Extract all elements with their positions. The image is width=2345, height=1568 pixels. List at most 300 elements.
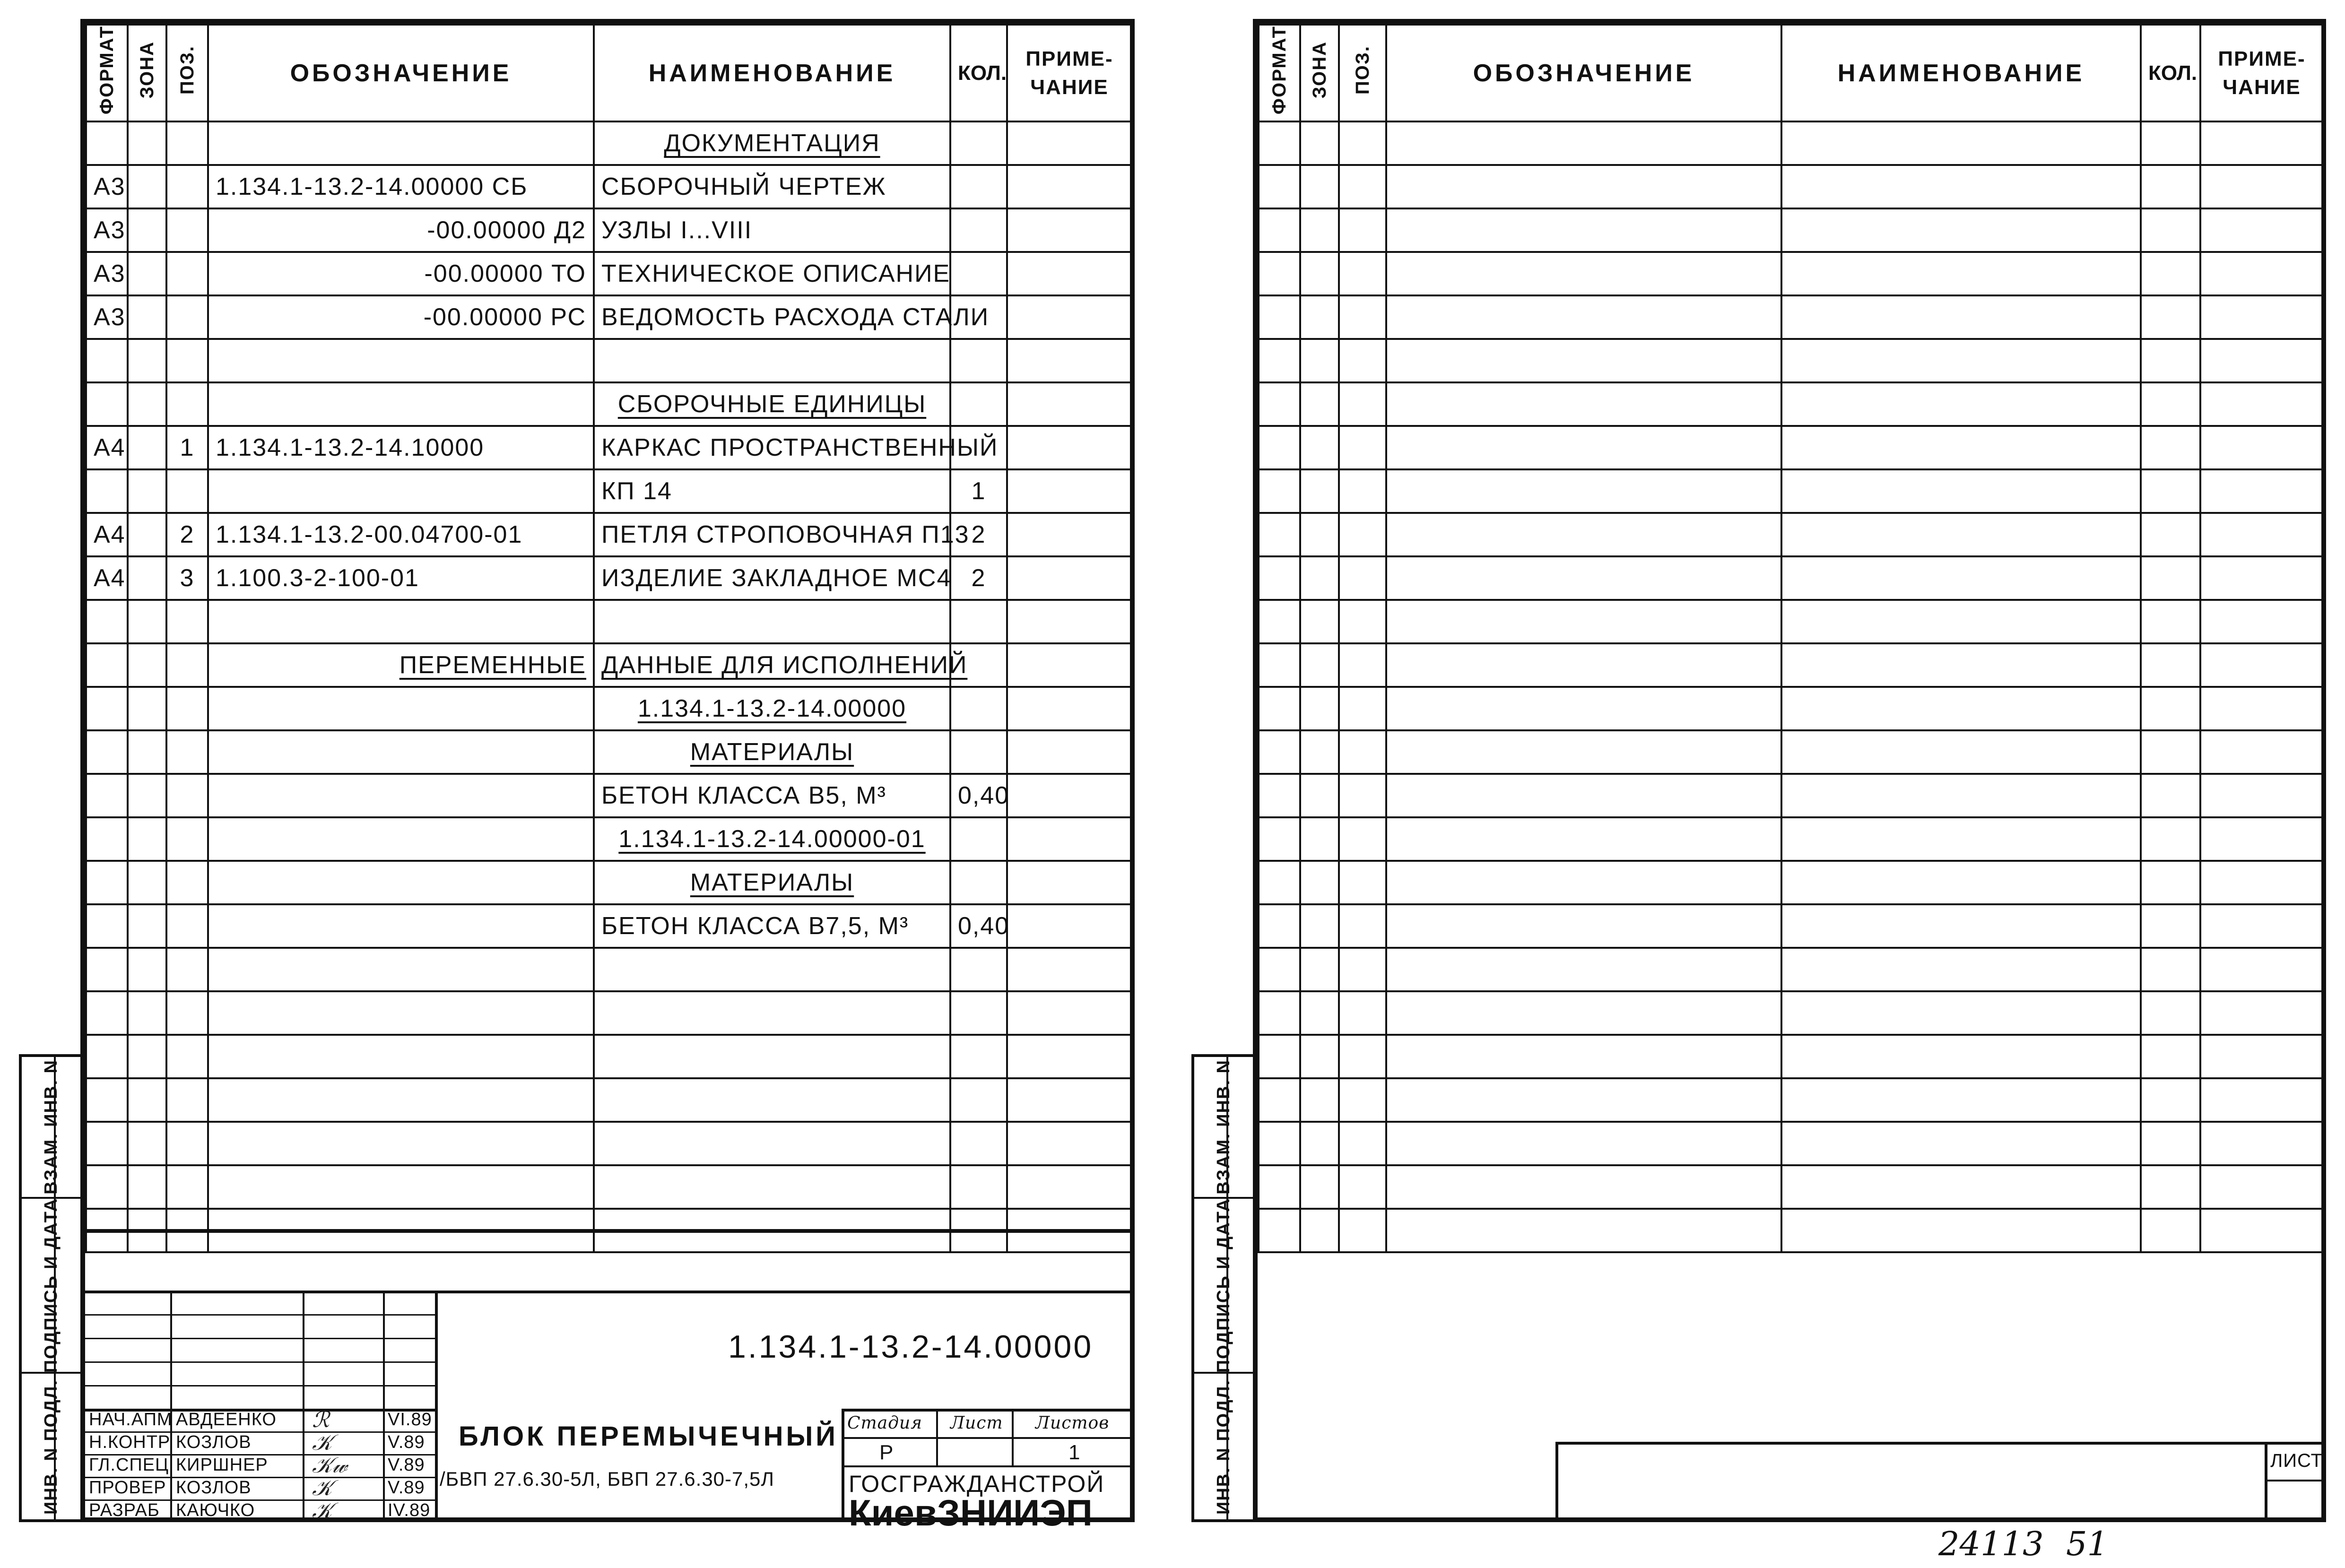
empty-row: [1259, 861, 2323, 904]
table-row: [86, 426, 1132, 469]
cell-format: А3: [86, 208, 128, 252]
person-date: VI.89: [388, 1410, 432, 1429]
empty-row: [1259, 556, 2323, 600]
empty-cell: [86, 1122, 128, 1165]
header-note-right: [2200, 25, 2323, 121]
empty-cell: [1300, 208, 1339, 252]
cell-name: ИЗДЕЛИЕ ЗАКЛАДНОЕ МС4: [594, 556, 950, 600]
empty-cell: [1781, 469, 2141, 513]
empty-cell: [2141, 948, 2200, 991]
header-designation: ОБОЗНАЧЕНИЕ: [208, 25, 594, 121]
empty-cell: [2141, 252, 2200, 295]
cell-format: А3: [86, 252, 128, 295]
person-role: ПРОВЕР: [89, 1478, 166, 1498]
empty-cell: [128, 1122, 166, 1165]
cell-format: [86, 600, 128, 643]
empty-cell: [1300, 774, 1339, 817]
cell-format: [86, 687, 128, 730]
empty-cell: [1781, 295, 2141, 339]
header-name: НАИМЕНОВАНИЕ: [594, 25, 950, 121]
document-title: БЛОК ПЕРЕМЫЧЕЧНЫЙ: [459, 1421, 838, 1452]
empty-cell: [1339, 948, 1386, 991]
empty-cell: [2141, 121, 2200, 165]
cell-qty: [950, 600, 1007, 643]
right-sheet: [1253, 19, 2326, 1522]
empty-cell: [1386, 1078, 1781, 1122]
empty-cell: [1339, 208, 1386, 252]
empty-cell: [1007, 1122, 1132, 1165]
empty-cell: [1339, 339, 1386, 382]
cell-name: МАТЕРИАЛЫ: [594, 730, 950, 774]
empty-cell: [1386, 904, 1781, 948]
empty-cell: [1386, 687, 1781, 730]
empty-cell: [86, 948, 128, 991]
cell-format: [86, 339, 128, 382]
empty-cell: [1007, 1035, 1132, 1078]
cell-note: [1007, 513, 1132, 556]
cell-format: [86, 904, 128, 948]
empty-cell: [594, 991, 950, 1035]
empty-cell: [1781, 817, 2141, 861]
cell-note: [1007, 556, 1132, 600]
empty-cell: [1386, 1165, 1781, 1209]
table-row: [86, 861, 1132, 904]
empty-cell: [2200, 469, 2323, 513]
empty-cell: [1300, 556, 1339, 600]
empty-cell: [2141, 426, 2200, 469]
cell-note: [1007, 339, 1132, 382]
empty-cell: [128, 1078, 166, 1122]
empty-cell: [1007, 948, 1132, 991]
cell-designation: [208, 774, 594, 817]
empty-row: [1259, 817, 2323, 861]
table-row: [86, 513, 1132, 556]
empty-cell: [208, 1035, 594, 1078]
empty-cell: [1300, 382, 1339, 426]
empty-cell: [1386, 121, 1781, 165]
empty-cell: [1339, 513, 1386, 556]
empty-cell: [1259, 513, 1300, 556]
empty-cell: [1339, 774, 1386, 817]
table-row: [86, 165, 1132, 208]
table-row: [86, 774, 1132, 817]
header-zone-right: ЗОНА: [1300, 25, 1339, 121]
empty-cell: [128, 948, 166, 991]
table-row: [86, 295, 1132, 339]
header-note: [1007, 25, 1132, 121]
empty-cell: [2200, 295, 2323, 339]
empty-cell: [1339, 469, 1386, 513]
cell-name: [594, 339, 950, 382]
empty-cell: [1386, 1122, 1781, 1165]
person-date: V.89: [388, 1432, 425, 1452]
empty-cell: [1339, 121, 1386, 165]
cell-zone: [128, 382, 166, 426]
cell-note: [1007, 904, 1132, 948]
empty-row: [86, 1035, 1132, 1078]
empty-cell: [1386, 382, 1781, 426]
cell-zone: [128, 208, 166, 252]
org-ministry: ГОСГРАЖДАНСТРОЙ: [849, 1471, 1105, 1497]
empty-cell: [166, 948, 208, 991]
empty-cell: [950, 991, 1007, 1035]
empty-cell: [2141, 904, 2200, 948]
empty-cell: [2141, 1122, 2200, 1165]
empty-cell: [1259, 904, 1300, 948]
handwritten-page: 51: [2066, 1525, 2109, 1563]
empty-cell: [1300, 1122, 1339, 1165]
empty-cell: [1259, 165, 1300, 208]
empty-cell: [1300, 295, 1339, 339]
empty-cell: [1259, 1122, 1300, 1165]
cell-designation: -00.00000 ТО: [208, 252, 594, 295]
empty-cell: [1339, 556, 1386, 600]
empty-cell: [166, 1078, 208, 1122]
cell-pos: [166, 469, 208, 513]
cell-qty: [950, 382, 1007, 426]
cell-qty: [950, 730, 1007, 774]
empty-row: [1259, 252, 2323, 295]
cell-designation: [208, 382, 594, 426]
cell-pos: [166, 730, 208, 774]
cell-designation: 1.100.3-2-100-01: [208, 556, 594, 600]
cell-designation: [208, 121, 594, 165]
empty-cell: [1339, 730, 1386, 774]
empty-cell: [1386, 165, 1781, 208]
empty-cell: [950, 1122, 1007, 1165]
empty-cell: [1300, 861, 1339, 904]
empty-row: [1259, 1035, 2323, 1078]
cell-pos: [166, 687, 208, 730]
cell-zone: [128, 817, 166, 861]
sheets-label: Листов: [1035, 1413, 1110, 1433]
empty-cell: [1339, 904, 1386, 948]
empty-cell: [1259, 643, 1300, 687]
cell-name: ВЕДОМОСТЬ РАСХОДА СТАЛИ: [594, 295, 950, 339]
person-name: КИРШНЕР: [176, 1455, 268, 1475]
empty-row: [1259, 469, 2323, 513]
empty-cell: [1339, 1122, 1386, 1165]
cell-pos: 1: [166, 426, 208, 469]
empty-cell: [1259, 1035, 1300, 1078]
empty-cell: [2141, 643, 2200, 687]
cell-name: СБОРОЧНЫЙ ЧЕРТЕЖ: [594, 165, 950, 208]
cell-format: [86, 382, 128, 426]
person-sign: 𝒦: [312, 1429, 332, 1455]
cell-zone: [128, 643, 166, 687]
empty-cell: [1386, 600, 1781, 643]
empty-cell: [1300, 687, 1339, 730]
person-date: V.89: [388, 1455, 425, 1475]
stage-value: Р: [879, 1441, 894, 1464]
header-name-right: НАИМЕНОВАНИЕ: [1781, 25, 2141, 121]
cell-qty: [950, 817, 1007, 861]
cell-designation: [208, 730, 594, 774]
person-role: ГЛ.СПЕЦ: [89, 1455, 169, 1475]
empty-cell: [208, 991, 594, 1035]
empty-cell: [1300, 1078, 1339, 1122]
empty-cell: [1781, 948, 2141, 991]
empty-cell: [128, 1165, 166, 1209]
cell-name: [594, 600, 950, 643]
empty-cell: [1339, 1209, 1386, 1252]
cell-zone: [128, 469, 166, 513]
empty-row: [86, 948, 1132, 991]
cell-pos: [166, 208, 208, 252]
empty-cell: [1259, 1165, 1300, 1209]
cell-name: ДОКУМЕНТАЦИЯ: [594, 121, 950, 165]
cell-designation: 1.134.1-13.2-14.00000 СБ: [208, 165, 594, 208]
empty-cell: [950, 1035, 1007, 1078]
cell-format: [86, 817, 128, 861]
empty-cell: [2141, 991, 2200, 1035]
empty-cell: [2200, 165, 2323, 208]
empty-cell: [166, 1035, 208, 1078]
cell-name: БЕТОН КЛАССА В5, М³: [594, 774, 950, 817]
empty-cell: [594, 1165, 950, 1209]
empty-cell: [1386, 861, 1781, 904]
sidebar-vzam: ВЗАМ. ИНВ. N: [22, 1057, 80, 1199]
empty-cell: [1300, 991, 1339, 1035]
cell-qty: 1: [950, 469, 1007, 513]
cell-zone: [128, 121, 166, 165]
empty-cell: [86, 991, 128, 1035]
cell-pos: [166, 600, 208, 643]
empty-cell: [208, 1165, 594, 1209]
empty-cell: [1300, 948, 1339, 991]
empty-cell: [1781, 643, 2141, 687]
person-date: IV.89: [388, 1500, 431, 1520]
cell-note: [1007, 469, 1132, 513]
empty-cell: [1339, 295, 1386, 339]
empty-cell: [1781, 513, 2141, 556]
person-name: КАЮЧКО: [176, 1500, 255, 1520]
right-margin-stamp: [1191, 1054, 1256, 1522]
empty-cell: [1259, 121, 1300, 165]
person-sign: 𝒦: [312, 1498, 332, 1523]
empty-cell: [2141, 817, 2200, 861]
empty-cell: [1259, 991, 1300, 1035]
cell-name: 1.134.1-13.2-14.00000: [594, 687, 950, 730]
cell-name: ДАННЫЕ ДЛЯ ИСПОЛНЕНИЙ: [594, 643, 950, 687]
header-pos: ПОЗ.: [166, 25, 208, 121]
cell-format: А4: [86, 556, 128, 600]
empty-cell: [1300, 600, 1339, 643]
empty-row: [1259, 774, 2323, 817]
empty-cell: [1300, 165, 1339, 208]
header-note-line2: ЧАНИЕ: [1030, 75, 1109, 99]
right-sheet-label: ЛИСТ: [2270, 1450, 2323, 1471]
empty-cell: [1386, 991, 1781, 1035]
empty-row: [86, 991, 1132, 1035]
cell-zone: [128, 556, 166, 600]
cell-name: КАРКАС ПРОСТРАНСТВЕННЫЙ: [594, 426, 950, 469]
empty-cell: [2200, 948, 2323, 991]
handwritten-number: 24113: [1938, 1525, 2044, 1563]
person-name: КОЗЛОВ: [176, 1478, 252, 1498]
person-name: КОЗЛОВ: [176, 1432, 252, 1452]
cell-designation: 1.134.1-13.2-00.04700-01: [208, 513, 594, 556]
empty-row: [1259, 513, 2323, 556]
header-zone: ЗОНА: [128, 25, 166, 121]
empty-cell: [1259, 426, 1300, 469]
cell-designation: [208, 469, 594, 513]
empty-cell: [1259, 382, 1300, 426]
header-format: ФОРМАТ: [86, 25, 128, 121]
empty-cell: [1781, 339, 2141, 382]
empty-row: [1259, 339, 2323, 382]
empty-cell: [594, 948, 950, 991]
empty-row: [1259, 1165, 2323, 1209]
cell-format: А4: [86, 513, 128, 556]
cell-note: [1007, 121, 1132, 165]
person-date: V.89: [388, 1478, 425, 1498]
cell-zone: [128, 426, 166, 469]
empty-cell: [1300, 1209, 1339, 1252]
cell-pos: [166, 121, 208, 165]
empty-cell: [2141, 861, 2200, 904]
empty-cell: [2200, 817, 2323, 861]
empty-cell: [1781, 774, 2141, 817]
empty-cell: [1259, 556, 1300, 600]
empty-row: [1259, 1209, 2323, 1252]
cell-name: 1.134.1-13.2-14.00000-01: [594, 817, 950, 861]
empty-cell: [1781, 687, 2141, 730]
cell-qty: 0,40: [950, 904, 1007, 948]
table-row: [86, 904, 1132, 948]
empty-cell: [950, 1165, 1007, 1209]
empty-cell: [2200, 121, 2323, 165]
empty-cell: [1300, 730, 1339, 774]
empty-cell: [2200, 600, 2323, 643]
cell-format: [86, 730, 128, 774]
empty-cell: [1300, 339, 1339, 382]
table-row: [86, 600, 1132, 643]
empty-cell: [1300, 469, 1339, 513]
cell-note: [1007, 774, 1132, 817]
empty-cell: [1781, 861, 2141, 904]
empty-cell: [128, 991, 166, 1035]
empty-cell: [1781, 1165, 2141, 1209]
cell-note: [1007, 426, 1132, 469]
empty-cell: [1781, 1122, 2141, 1165]
empty-cell: [2200, 774, 2323, 817]
right-spec-body: [1259, 121, 2323, 1252]
table-row: [86, 469, 1132, 513]
empty-cell: [2141, 774, 2200, 817]
sidebar-inv-right: ИНВ. N ПОДЛ.: [1213, 1379, 1233, 1515]
empty-cell: [1259, 861, 1300, 904]
empty-cell: [1259, 469, 1300, 513]
empty-cell: [1339, 861, 1386, 904]
right-header-row: [1259, 25, 2323, 121]
empty-cell: [2141, 295, 2200, 339]
empty-cell: [2141, 513, 2200, 556]
cell-designation: [208, 687, 594, 730]
table-row: [86, 730, 1132, 774]
table-row: [86, 339, 1132, 382]
empty-cell: [1339, 382, 1386, 426]
empty-cell: [2200, 426, 2323, 469]
table-row: [86, 208, 1132, 252]
empty-row: [1259, 1122, 2323, 1165]
empty-cell: [86, 1078, 128, 1122]
empty-cell: [1781, 556, 2141, 600]
cell-format: А4: [86, 426, 128, 469]
empty-cell: [2141, 687, 2200, 730]
empty-row: [1259, 687, 2323, 730]
document-code: 1.134.1-13.2-14.00000: [728, 1329, 1094, 1365]
empty-cell: [2141, 1078, 2200, 1122]
empty-cell: [1007, 991, 1132, 1035]
empty-cell: [594, 1035, 950, 1078]
cell-designation: [208, 339, 594, 382]
empty-cell: [1339, 165, 1386, 208]
cell-note: [1007, 861, 1132, 904]
empty-cell: [128, 1035, 166, 1078]
cell-note: [1007, 600, 1132, 643]
empty-cell: [1259, 948, 1300, 991]
empty-cell: [1781, 991, 2141, 1035]
empty-cell: [1259, 295, 1300, 339]
empty-cell: [1339, 1035, 1386, 1078]
empty-cell: [1259, 1078, 1300, 1122]
cell-zone: [128, 904, 166, 948]
cell-note: [1007, 687, 1132, 730]
empty-row: [1259, 1078, 2323, 1122]
cell-note: [1007, 730, 1132, 774]
person-sign: 𝒦𝓌: [312, 1452, 347, 1478]
cell-zone: [128, 295, 166, 339]
empty-cell: [2200, 1209, 2323, 1252]
empty-cell: [1300, 513, 1339, 556]
sheet-label: Лист: [950, 1413, 1003, 1433]
empty-cell: [2200, 991, 2323, 1035]
empty-cell: [1781, 121, 2141, 165]
cell-pos: 2: [166, 513, 208, 556]
right-titleblock: [1555, 1442, 2326, 1522]
cell-designation: [208, 817, 594, 861]
empty-row: [1259, 121, 2323, 165]
table-row: [86, 382, 1132, 426]
empty-cell: [2200, 208, 2323, 252]
right-spec-table: [1258, 24, 2324, 1253]
cell-zone: [128, 774, 166, 817]
empty-cell: [1781, 252, 2141, 295]
empty-cell: [208, 1078, 594, 1122]
cell-pos: [166, 817, 208, 861]
table-row: [86, 643, 1132, 687]
empty-row: [86, 1165, 1132, 1209]
cell-pos: [166, 774, 208, 817]
cell-format: [86, 121, 128, 165]
empty-cell: [1386, 643, 1781, 687]
empty-cell: [2200, 904, 2323, 948]
empty-cell: [1386, 513, 1781, 556]
empty-cell: [1259, 730, 1300, 774]
empty-cell: [1300, 1035, 1339, 1078]
empty-cell: [1259, 252, 1300, 295]
empty-row: [1259, 948, 2323, 991]
empty-row: [1259, 643, 2323, 687]
cell-pos: [166, 339, 208, 382]
empty-cell: [1386, 208, 1781, 252]
empty-cell: [1781, 382, 2141, 426]
empty-cell: [2200, 382, 2323, 426]
left-margin-stamp: [19, 1054, 83, 1522]
empty-cell: [950, 1078, 1007, 1122]
empty-row: [1259, 730, 2323, 774]
